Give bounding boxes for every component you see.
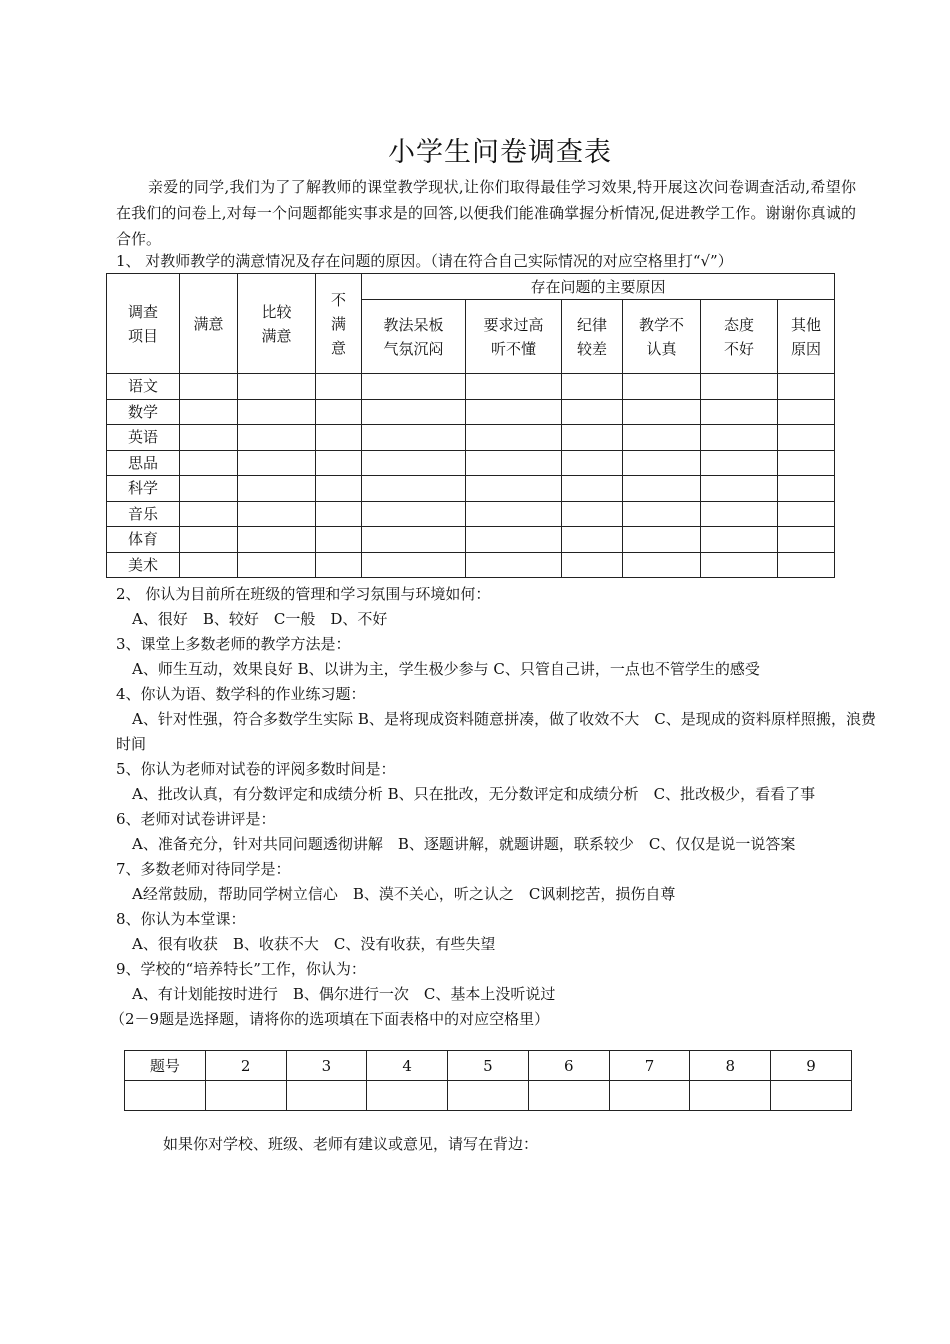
subject-label: 美术 bbox=[107, 552, 180, 578]
answer-cell[interactable] bbox=[367, 1081, 448, 1111]
question-9: 9、学校的“培养特长”工作，你认为： bbox=[116, 960, 366, 978]
question-2: 2、 你认为目前所在班级的管理和学习氛围与环境如何： bbox=[116, 585, 491, 603]
table-row bbox=[107, 450, 835, 476]
answer-cell[interactable] bbox=[362, 501, 466, 527]
header-survey-item: 调查项目 bbox=[107, 274, 180, 374]
question-list bbox=[110, 582, 876, 1032]
answer-cell[interactable] bbox=[623, 527, 701, 553]
answer-cell[interactable] bbox=[180, 501, 238, 527]
question-3: 3、课堂上多数老师的教学方法是： bbox=[116, 635, 351, 653]
table-row bbox=[107, 552, 835, 578]
answer-cell[interactable] bbox=[778, 552, 835, 578]
table-row bbox=[107, 374, 835, 400]
subject-label: 体育 bbox=[107, 527, 180, 553]
subject-label: 数学 bbox=[107, 399, 180, 425]
answer-cell[interactable] bbox=[448, 1081, 529, 1111]
answer-cell[interactable] bbox=[316, 527, 362, 553]
answer-cell bbox=[125, 1081, 206, 1111]
table-row bbox=[107, 476, 835, 502]
header-reason: 教学不认真 bbox=[623, 300, 701, 374]
answer-cell[interactable] bbox=[238, 476, 316, 502]
answer-cell[interactable] bbox=[562, 501, 623, 527]
question-number: 7 bbox=[609, 1051, 690, 1081]
answer-cell[interactable] bbox=[316, 399, 362, 425]
answer-cell[interactable] bbox=[701, 425, 778, 451]
answer-cell[interactable] bbox=[701, 374, 778, 400]
question-options: A、批改认真，有分数评定和成绩分析 B、只在批改，无分数评定和成绩分析 C、批改极少，看看了事 bbox=[132, 785, 816, 803]
answer-table bbox=[124, 1050, 852, 1111]
answer-cell[interactable] bbox=[690, 1081, 771, 1111]
answer-cell[interactable] bbox=[466, 374, 562, 400]
answer-cell[interactable] bbox=[466, 476, 562, 502]
question-6: 6、老师对试卷讲评是： bbox=[116, 810, 276, 828]
question-number: 8 bbox=[690, 1051, 771, 1081]
question-8: 8、你认为本堂课： bbox=[116, 910, 246, 928]
answer-cell[interactable] bbox=[205, 1081, 286, 1111]
page-title: 小学生问卷调查表 bbox=[388, 137, 612, 168]
header-reason: 要求过高听不懂 bbox=[466, 300, 562, 374]
answer-cell[interactable] bbox=[238, 425, 316, 451]
question-number: 6 bbox=[528, 1051, 609, 1081]
answer-cell[interactable] bbox=[623, 425, 701, 451]
question-number: 3 bbox=[286, 1051, 367, 1081]
answer-cell[interactable] bbox=[623, 501, 701, 527]
answer-cell[interactable] bbox=[701, 450, 778, 476]
answer-cell[interactable] bbox=[623, 399, 701, 425]
answer-cell[interactable] bbox=[362, 552, 466, 578]
question-7: 7、多数老师对待同学是： bbox=[116, 860, 291, 878]
answer-cell[interactable] bbox=[778, 425, 835, 451]
answer-cell[interactable] bbox=[316, 501, 362, 527]
answer-cell[interactable] bbox=[286, 1081, 367, 1111]
table-row bbox=[107, 399, 835, 425]
answer-cell[interactable] bbox=[562, 374, 623, 400]
answer-cell[interactable] bbox=[238, 501, 316, 527]
answer-cell[interactable] bbox=[238, 527, 316, 553]
header-main-reasons: 存在问题的主要原因 bbox=[362, 274, 835, 300]
intro-paragraph: 亲爱的同学,我们为了了解教师的课堂教学现状,让你们取得最佳学习效果,特开展这次问卷调查活动,希望你在我们的问卷上,对每一个问题都能实事求是的回答,以便我们能准确掌握分析情况,促进教学工作。谢谢你真诚的合作。 bbox=[116, 178, 856, 248]
answer-cell[interactable] bbox=[466, 552, 562, 578]
header-satisfied: 满意 bbox=[180, 274, 238, 374]
question-5: 5、你认为老师对试卷的评阅多数时间是： bbox=[116, 760, 396, 778]
answer-cell[interactable] bbox=[778, 450, 835, 476]
header-fairly-satisfied: 比较满意 bbox=[238, 274, 316, 374]
answer-cell[interactable] bbox=[316, 374, 362, 400]
header-unsatisfied: 不满意 bbox=[316, 274, 362, 374]
header-reason: 其他原因 bbox=[778, 300, 835, 374]
question-options: A、有计划能按时进行 B、偶尔进行一次 C、基本上没听说过 bbox=[132, 985, 556, 1003]
header-reason: 教法呆板气氛沉闷 bbox=[362, 300, 466, 374]
answer-cell[interactable] bbox=[562, 450, 623, 476]
answer-cell[interactable] bbox=[316, 476, 362, 502]
answer-cell[interactable] bbox=[778, 527, 835, 553]
answer-cell[interactable] bbox=[778, 399, 835, 425]
header-reason: 纪律较差 bbox=[562, 300, 623, 374]
answer-cell[interactable] bbox=[562, 552, 623, 578]
answer-cell[interactable] bbox=[778, 476, 835, 502]
subject-label: 思品 bbox=[107, 450, 180, 476]
table-row bbox=[107, 527, 835, 553]
answer-cell[interactable] bbox=[316, 450, 362, 476]
subject-label: 语文 bbox=[107, 374, 180, 400]
subject-label: 科学 bbox=[107, 476, 180, 502]
answer-cell[interactable] bbox=[238, 552, 316, 578]
satisfaction-table bbox=[106, 273, 835, 578]
answer-cell[interactable] bbox=[362, 527, 466, 553]
answer-cell[interactable] bbox=[778, 501, 835, 527]
question-1: 1、 对教师教学的满意情况及存在问题的原因。（请在符合自己实际情况的对应空格里打“√”） bbox=[116, 252, 733, 270]
answer-cell[interactable] bbox=[180, 476, 238, 502]
answer-cell[interactable] bbox=[623, 476, 701, 502]
table-row bbox=[107, 501, 835, 527]
answer-cell[interactable] bbox=[180, 527, 238, 553]
answer-cell[interactable] bbox=[466, 450, 562, 476]
answer-cell[interactable] bbox=[466, 527, 562, 553]
answer-cell[interactable] bbox=[778, 374, 835, 400]
question-number-label: 题号 bbox=[125, 1051, 206, 1081]
subject-label: 音乐 bbox=[107, 501, 180, 527]
table-row bbox=[107, 425, 835, 451]
instruction-note: （2－9题是选择题，请将你的选项填在下面表格中的对应空格里） bbox=[110, 1010, 550, 1028]
answer-cell[interactable] bbox=[316, 425, 362, 451]
answer-cell[interactable] bbox=[238, 450, 316, 476]
question-4: 4、你认为语、数学科的作业练习题： bbox=[116, 685, 366, 703]
answer-cell[interactable] bbox=[466, 501, 562, 527]
answer-cell[interactable] bbox=[180, 399, 238, 425]
answer-cell[interactable] bbox=[562, 425, 623, 451]
question-options: A、针对性强，符合多数学生实际 B、是将现成资料随意拼凑，做了收效不大 C、是现成的资料原样照搬，浪费时间 bbox=[116, 710, 876, 753]
answer-cell[interactable] bbox=[180, 552, 238, 578]
answer-cell[interactable] bbox=[701, 501, 778, 527]
answer-cell[interactable] bbox=[180, 374, 238, 400]
answer-cell[interactable] bbox=[623, 450, 701, 476]
question-number: 4 bbox=[367, 1051, 448, 1081]
closing-note: 如果你对学校、班级、老师有建议或意见，请写在背边： bbox=[163, 1135, 539, 1153]
answer-cell[interactable] bbox=[562, 399, 623, 425]
answer-cell[interactable] bbox=[701, 399, 778, 425]
answer-cell[interactable] bbox=[562, 476, 623, 502]
answer-cell[interactable] bbox=[362, 450, 466, 476]
question-options: A、很好 B、较好 C一般 D、不好 bbox=[132, 610, 388, 628]
answer-cell[interactable] bbox=[362, 374, 466, 400]
answer-cell[interactable] bbox=[238, 374, 316, 400]
answer-cell[interactable] bbox=[623, 374, 701, 400]
answer-cell[interactable] bbox=[466, 399, 562, 425]
subject-label: 英语 bbox=[107, 425, 180, 451]
question-options: A、准备充分，针对共同问题透彻讲解 B、逐题讲解，就题讲题，联系较少 C、仅仅是说一说答案 bbox=[132, 835, 796, 853]
answer-cell[interactable] bbox=[562, 527, 623, 553]
question-options: A、很有收获 B、收获不大 C、没有收获，有些失望 bbox=[132, 935, 496, 953]
answer-cell[interactable] bbox=[316, 552, 362, 578]
question-options: A、师生互动，效果良好 B、以讲为主，学生极少参与 C、只管自己讲，一点也不管学生的感受 bbox=[132, 660, 760, 678]
question-number: 5 bbox=[448, 1051, 529, 1081]
answer-cell[interactable] bbox=[528, 1081, 609, 1111]
answer-cell[interactable] bbox=[180, 425, 238, 451]
answer-cell[interactable] bbox=[609, 1081, 690, 1111]
answer-cell[interactable] bbox=[238, 399, 316, 425]
answer-cell[interactable] bbox=[701, 476, 778, 502]
header-reason: 态度不好 bbox=[701, 300, 778, 374]
answer-cell[interactable] bbox=[362, 399, 466, 425]
answer-cell[interactable] bbox=[771, 1081, 852, 1111]
question-number: 2 bbox=[205, 1051, 286, 1081]
answer-cell[interactable] bbox=[362, 425, 466, 451]
answer-cell[interactable] bbox=[180, 450, 238, 476]
answer-cell[interactable] bbox=[362, 476, 466, 502]
answer-cell[interactable] bbox=[701, 552, 778, 578]
answer-cell[interactable] bbox=[701, 527, 778, 553]
question-number: 9 bbox=[771, 1051, 852, 1081]
answer-cell[interactable] bbox=[623, 552, 701, 578]
answer-cell[interactable] bbox=[466, 425, 562, 451]
question-options: A经常鼓励，帮助同学树立信心 B、漠不关心，听之认之 C讽刺挖苦，损伤自尊 bbox=[132, 885, 676, 903]
